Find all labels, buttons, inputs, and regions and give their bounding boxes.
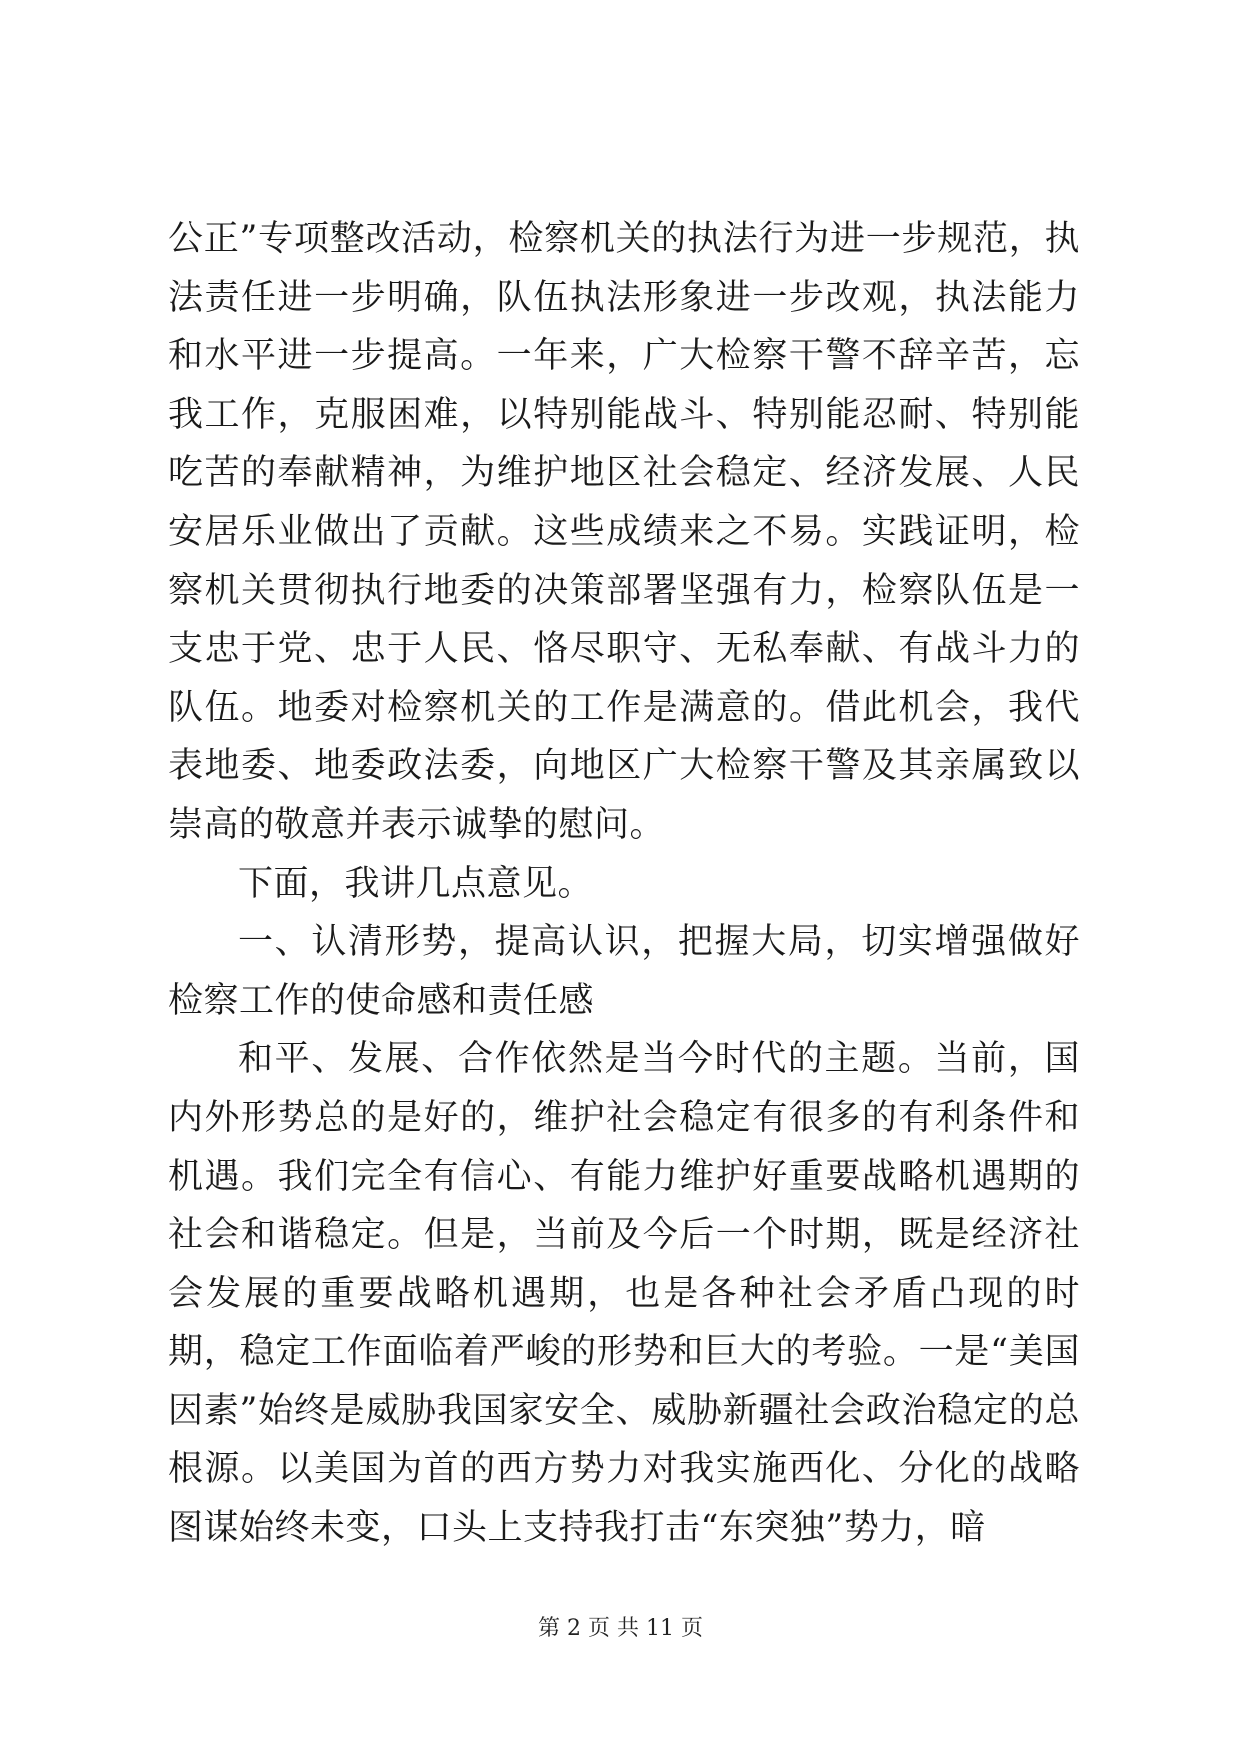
paragraph-situation: 和平、发展、合作依然是当今时代的主题。当前，国内外形势总的是好的，维护社会稳定有很多的有利条件和机遇。我们完全有信心、有能力维护好重要战略机遇期的社会和谐稳定。但是，当前及今后一个时期，既是经济社会发展的重要战略机遇期，也是各种社会矛盾凸现的时期，稳定工作面临着严峻的形势和巨大的考验。一是“美国因素”始终是威胁我国家安全、威胁新疆社会政治稳定的总根源。以美国为首的西方势力对我实施西化、分化的战略图谋始终未变，口头上支持我打击“东突独”势力，暗 — [168, 1039, 1080, 1549]
paragraph-intro: 下面，我讲几点意见。 — [238, 863, 594, 904]
paragraph-continued: 公正”专项整改活动，检察机关的执法行为进一步规范，执法责任进一步明确，队伍执法形象进一步改观，执法能力和水平进一步提高。一年来，广大检察干警不辞辛苦，忘我工作，克服困难，以特别能战斗、特别能忍耐、特别能吃苦的奉献精神，为维护地区社会稳定、经济发展、人民安居乐业做出了贡献。这些成绩来之不易。实践证明，检察机关贯彻执行地委的决策部署坚强有力，检察队伍是一支忠于党、忠于人民、恪尽职守、无私奉献、有战斗力的队伍。地委对检察机关的工作是满意的。借此机会，我代表地委、地委政法委，向地区广大检察干警及其亲属致以崇高的敬意并表示诚挚的慰问。 — [168, 219, 1080, 845]
page-number-footer: 第 2 页 共 11 页 — [538, 1616, 703, 1641]
page-body — [168, 210, 1080, 1558]
section-heading: 一、认清形势，提高认识，把握大局，切实增强做好检察工作的使命感和责任感 — [168, 922, 1080, 1021]
